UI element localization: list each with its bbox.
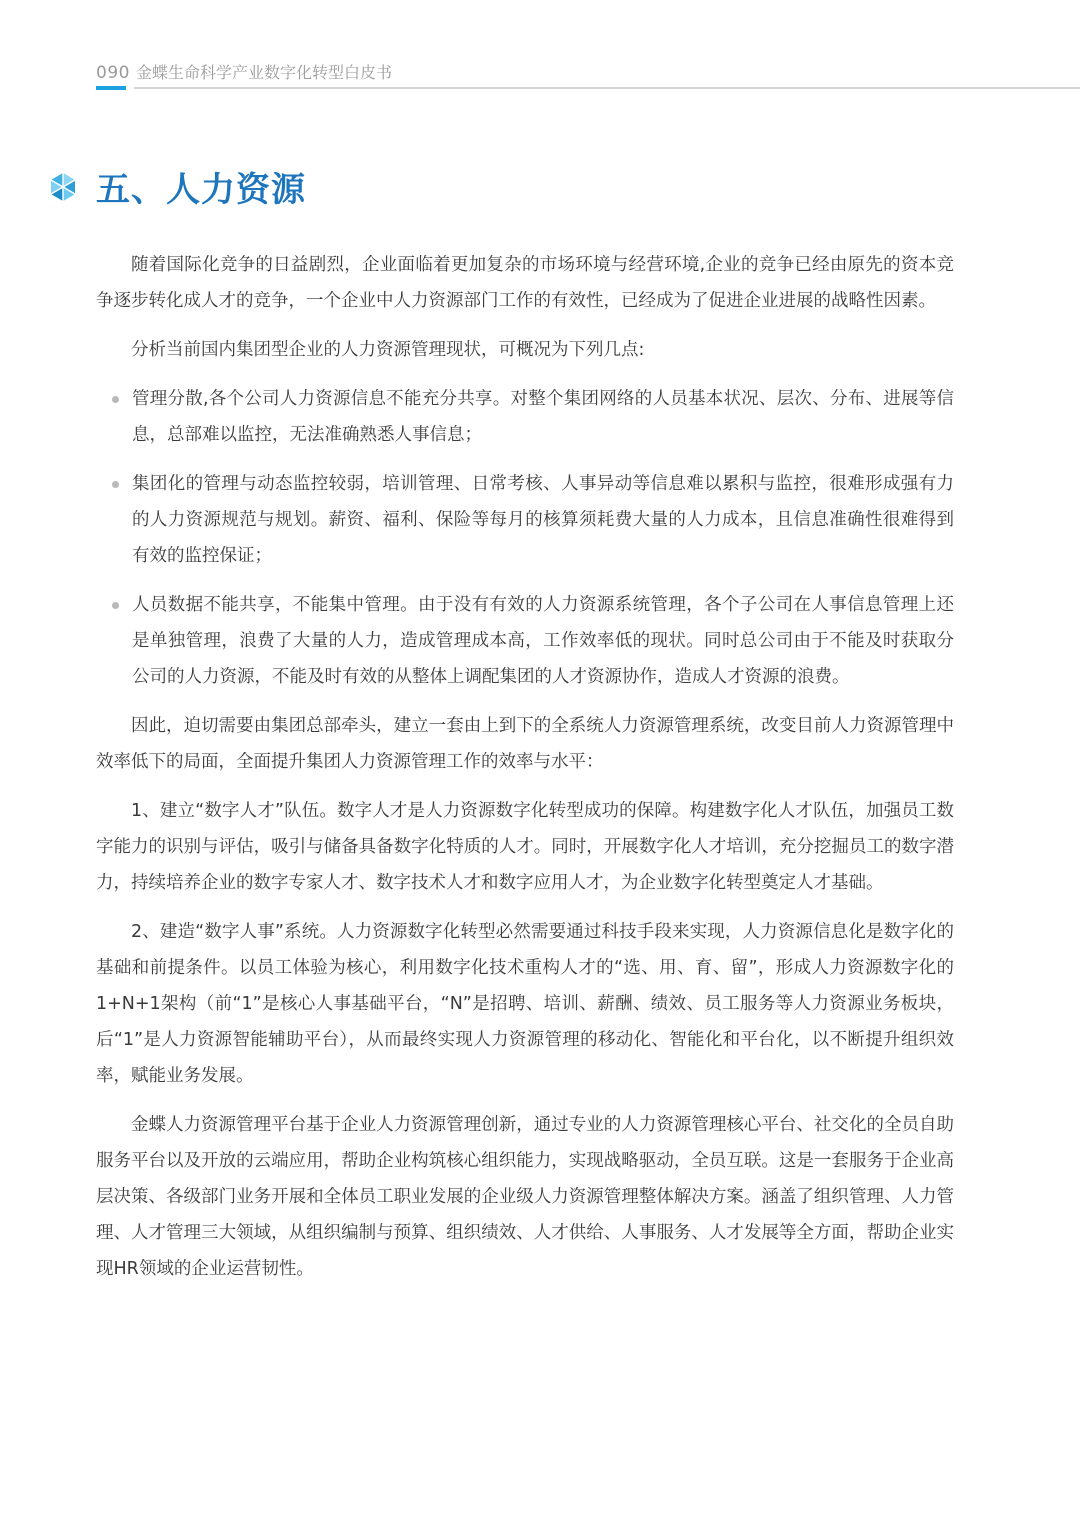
analysis-lead-paragraph: 分析当前国内集团型企业的人力资源管理现状，可概况为下列几点: (131, 340, 645, 360)
body-content (96, 247, 954, 1300)
list-item (96, 466, 954, 574)
bullet-text: 人员数据不能共享，不能集中管理。由于没有有效的人力资源系统管理，各个子公司在人事信息管理上还是单独管理，浪费了大量的人力，造成管理成本高，工作效率低的现状。同时总公司由于不能及时获取分公司的人力资源，不能及时有效的从整体上调配集团的人才资源协作，造成人才资源的浪费。 (132, 595, 954, 687)
bullet-dot-icon (112, 602, 119, 609)
digital-hr-paragraph: 2、建造“数字人事”系统。人力资源数字化转型必然需要通过科技手段来实现，人力资源信息化是数字化的基础和前提条件。以员工体验为核心，利用数字化技术重构人才的“选、用、育、留”，形成人力资源数字化的1+N+1架构（前“1”是核心人事基础平台，“N”是招聘、培训、薪酬、绩效、员工服务等人力资源业务板块，后“1”是人力资源智能辅助平台），从而最终实现人力资源管理的移动化、智能化和平台化，以不断提升组织效率，赋能业务发展。 (96, 922, 954, 1086)
bullet-dot-icon (112, 481, 119, 488)
digital-talent-paragraph: 1、建立“数字人才”队伍。数字人才是人力资源数字化转型成功的保障。构建数字化人才队伍，加强员工数字能力的识别与评估，吸引与储备具备数字化特质的人才。同时，开展数字化人才培训，充分挖掘员工的数字潜力，持续培养企业的数字专家人才、数字技术人才和数字应用人才，为企业数字化转型奠定人才基础。 (96, 801, 954, 893)
conclusion-paragraph: 因此，迫切需要由集团总部牵头，建立一套由上到下的全系统人力资源管理系统，改变目前人力资源管理中效率低下的局面，全面提升集团人力资源管理工作的效率与水平： (96, 716, 954, 772)
section-heading (48, 162, 306, 211)
list-item (96, 381, 954, 453)
section-title: 五、人力资源 (96, 170, 306, 210)
bullet-dot-icon (112, 396, 119, 403)
intro-paragraph: 随着国际化竞争的日益剧烈，企业面临着更加复杂的市场环境与经营环境,企业的竞争已经由原先的资本竞争逐步转化成人才的竞争，一个企业中人力资源部门工作的有效性，已经成为了促进企业进展的战略性因素。 (96, 255, 954, 311)
page-header (96, 60, 392, 84)
bullet-text: 集团化的管理与动态监控较弱，培训管理、日常考核、人事异动等信息难以累积与监控，很难形成强有力的人力资源规范与规划。薪资、福利、保险等每月的核算须耗费大量的人力成本，且信息准确性很难得到有效的监控保证； (132, 474, 954, 566)
snowflake-hexagon-icon (48, 172, 78, 202)
header-divider (134, 87, 1080, 89)
book-title: 金蝶生命科学产业数字化转型白皮书 (135, 63, 392, 82)
page-number: 090 (96, 63, 130, 83)
list-item (96, 587, 954, 695)
kingdee-platform-paragraph: 金蝶人力资源管理平台基于企业人力资源管理创新，通过专业的人力资源管理核心平台、社交化的全员自助服务平台以及开放的云端应用，帮助企业构筑核心组织能力，实现战略驱动，全员互联。这是一套服务于企业高层决策、各级部门业务开展和全体员工职业发展的企业级人力资源管理整体解决方案。涵盖了组织管理、人力管理、人才管理三大领域，从组织编制与预算、组织绩效、人才供给、人事服务、人才发展等全方面，帮助企业实现HR领域的企业运营韧性。 (96, 1115, 954, 1279)
header-accent-bar (96, 86, 126, 90)
status-bullet-list (96, 381, 954, 695)
bullet-text: 管理分散,各个公司人力资源信息不能充分共享。对整个集团网络的人员基本状况、层次、分布、进展等信息，总部难以监控，无法准确熟悉人事信息； (132, 389, 954, 445)
